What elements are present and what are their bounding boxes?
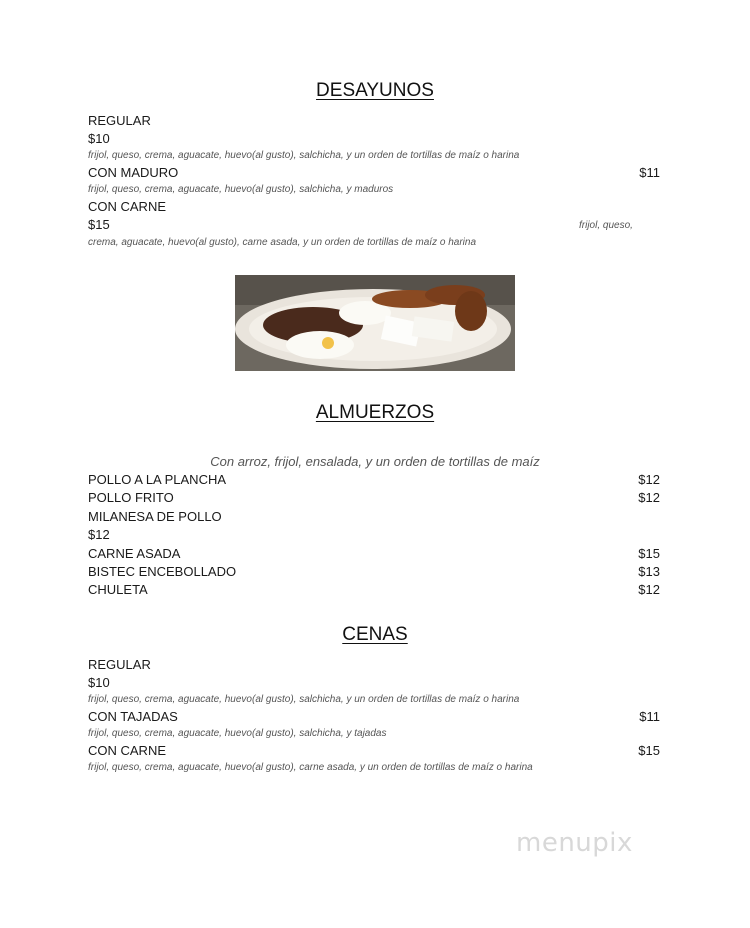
breakfast-plate-photo	[235, 275, 515, 371]
cena-tajadas-price: $11	[639, 709, 660, 724]
desayuno-carne-desc-right: frijol, queso,	[579, 220, 633, 231]
cena-regular-price: $10	[88, 675, 110, 690]
desayuno-regular-name: REGULAR	[88, 113, 151, 128]
desayuno-regular-price: $10	[88, 131, 110, 146]
almuerzo-item-price: $15	[638, 546, 660, 561]
almuerzo-item-price: $13	[638, 564, 660, 579]
cenas-heading: CENAS	[342, 624, 408, 645]
almuerzo-item-name: BISTEC ENCEBOLLADO	[88, 564, 237, 579]
desayuno-maduro-desc: frijol, queso, crema, aguacate, huevo(al gusto), salchicha, y maduros	[88, 184, 394, 195]
almuerzo-item-price: $12	[638, 472, 660, 487]
almuerzo-item-name: MILANESA DE POLLO	[88, 509, 222, 524]
almuerzo-item-name: CHULETA	[88, 582, 148, 597]
desayuno-carne-desc: crema, aguacate, huevo(al gusto), carne asada, y un orden de tortillas de maíz o harina	[88, 237, 477, 248]
desayuno-carne-price: $15	[88, 217, 110, 232]
desayuno-maduro-name: CON MADURO	[88, 165, 179, 180]
cena-tajadas-desc: frijol, queso, crema, aguacate, huevo(al gusto), salchicha, y tajadas	[88, 728, 387, 739]
almuerzo-item-name: CARNE ASADA	[88, 546, 181, 561]
almuerzo-item-name: POLLO A LA PLANCHA	[88, 472, 227, 487]
cena-regular-desc: frijol, queso, crema, aguacate, huevo(al gusto), salchicha, y un orden de tortillas de maíz o harina	[88, 694, 520, 705]
almuerzo-item-price: $12	[638, 490, 660, 505]
cena-carne-desc: frijol, queso, crema, aguacate, huevo(al gusto), carne asada, y un orden de tortillas de maíz o harina	[88, 762, 533, 773]
almuerzo-item-name: POLLO FRITO	[88, 490, 174, 505]
almuerzos-heading: ALMUERZOS	[315, 402, 435, 423]
desayuno-maduro-price: $11	[639, 165, 660, 180]
desayunos-heading: DESAYUNOS	[316, 80, 434, 101]
desayuno-regular-desc: frijol, queso, crema, aguacate, huevo(al gusto), salchicha, y un orden de tortillas de maíz o harina	[88, 150, 520, 161]
desayuno-carne-name: CON CARNE	[88, 199, 167, 214]
menupix-watermark: menupix	[516, 828, 633, 858]
cena-regular-name: REGULAR	[88, 657, 151, 672]
almuerzo-item-price: $12	[638, 582, 660, 597]
almuerzo-item-price: $12	[88, 527, 110, 542]
cena-carne-name: CON CARNE	[88, 743, 167, 758]
almuerzos-subtitle: Con arroz, frijol, ensalada, y un orden de tortillas de maíz	[210, 454, 540, 469]
cena-tajadas-name: CON TAJADAS	[88, 709, 178, 724]
cena-carne-price: $15	[638, 743, 660, 758]
